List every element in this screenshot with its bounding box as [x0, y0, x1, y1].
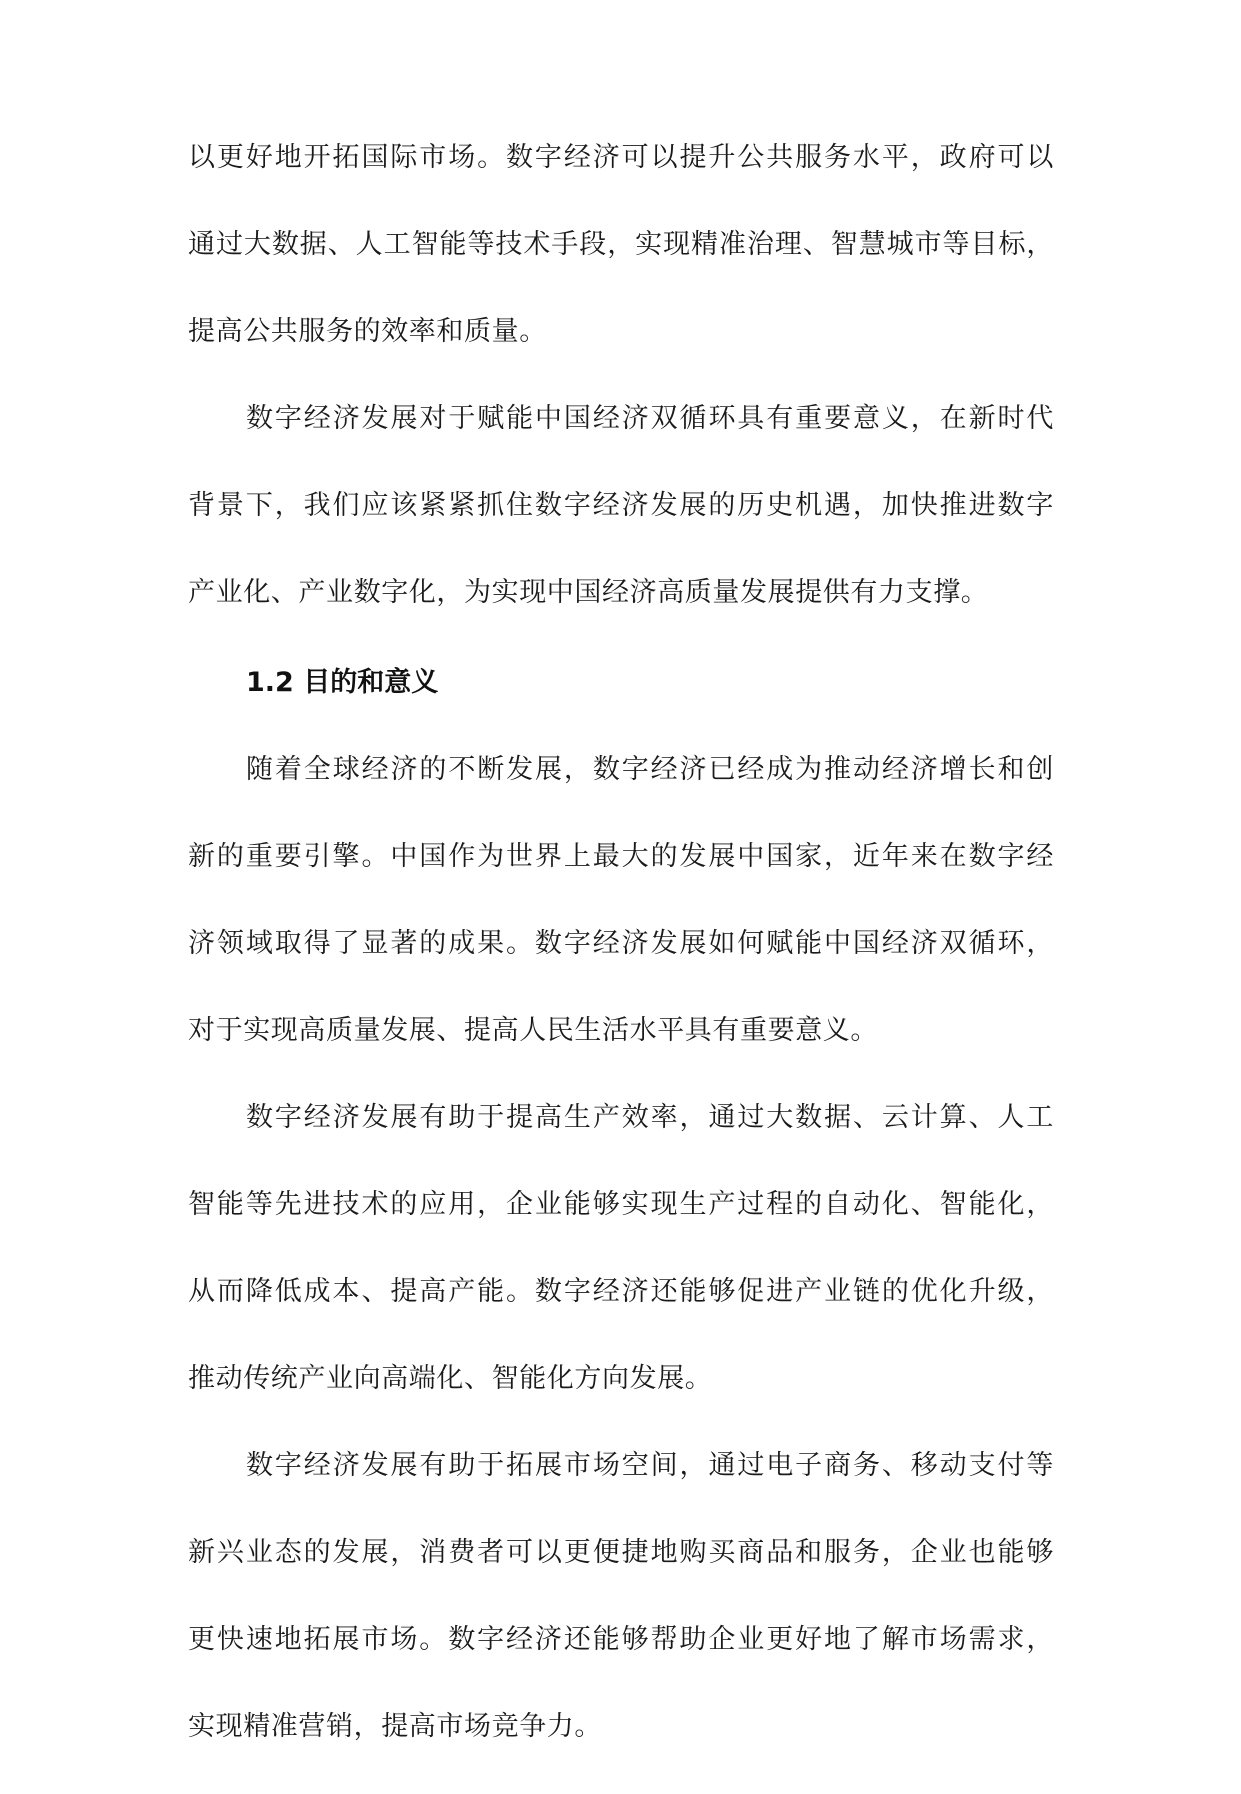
paragraph-line: 通过大数据、人工智能等技术手段，实现精准治理、智慧城市等目标，: [188, 229, 1054, 260]
paragraph-line: 以更好地开拓国际市场。数字经济可以提升公共服务水平，政府可以: [188, 142, 1054, 173]
paragraph-line: 背景下，我们应该紧紧抓住数字经济发展的历史机遇，加快推进数字: [188, 490, 1054, 521]
paragraph-line: 新兴业态的发展，消费者可以更便捷地购买商品和服务，企业也能够: [188, 1537, 1054, 1568]
paragraph-continuation: [188, 138, 1054, 352]
paragraph-line: 实现精准营销，提高市场竞争力。: [188, 1711, 602, 1742]
document-body: [188, 138, 1054, 1794]
paragraph-line: 从而降低成本、提高产能。数字经济还能够促进产业链的优化升级，: [188, 1276, 1054, 1307]
paragraph: [188, 1446, 1054, 1747]
paragraph-line: 随着全球经济的不断发展，数字经济已经成为推动经济增长和创: [246, 754, 1054, 785]
paragraph: [188, 399, 1054, 613]
paragraph: [188, 750, 1054, 1051]
paragraph-line: 数字经济发展对于赋能中国经济双循环具有重要意义，在新时代: [246, 403, 1054, 434]
paragraph-line: 数字经济发展有助于提高生产效率，通过大数据、云计算、人工: [246, 1102, 1054, 1133]
paragraph-line: 产业化、产业数字化，为实现中国经济高质量发展提供有力支撑。: [188, 577, 989, 608]
paragraph-line: 济领域取得了显著的成果。数字经济发展如何赋能中国经济双循环，: [188, 928, 1054, 959]
paragraph-line: 数字经济发展有助于拓展市场空间，通过电子商务、移动支付等: [246, 1450, 1054, 1481]
paragraph-line: 更快速地拓展市场。数字经济还能够帮助企业更好地了解市场需求，: [188, 1624, 1054, 1655]
paragraph-line: 新的重要引擎。中国作为世界上最大的发展中国家，近年来在数字经: [188, 841, 1054, 872]
paragraph: [188, 1098, 1054, 1399]
section-heading: 1.2 目的和意义: [246, 667, 439, 698]
paragraph-line: 提高公共服务的效率和质量。: [188, 316, 547, 347]
paragraph-line: 推动传统产业向高端化、智能化方向发展。: [188, 1363, 713, 1394]
paragraph-line: 对于实现高质量发展、提高人民生活水平具有重要意义。: [188, 1015, 878, 1046]
paragraph-line: 智能等先进技术的应用，企业能够实现生产过程的自动化、智能化，: [188, 1189, 1054, 1220]
